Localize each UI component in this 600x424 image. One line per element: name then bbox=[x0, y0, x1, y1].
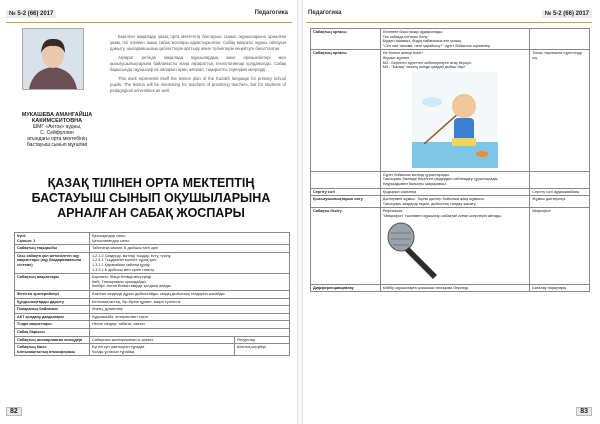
intro-paragraph: Берілген мақалада қазақ орта мектептің бастауыш сынып оқушыларына арналған қазақ тілі пәнінен ашық сабақ жоспары қарастырылған. Сабақ мақсаты оқушы ойлауын дамыту, шығармашылық қабілеттерін арттыру және түсініктерін кеңейтуге бағытталған. bbox=[110, 34, 286, 51]
section-title: Педагогика bbox=[308, 10, 342, 16]
row-label: Сабақтың тақырыбы bbox=[15, 245, 90, 253]
cell-text: Сабақты бекіту bbox=[313, 209, 342, 214]
left-header bbox=[6, 10, 292, 23]
stage-activity bbox=[380, 171, 529, 188]
issue-badge: № 5-2 (66) 2017 bbox=[542, 10, 592, 18]
table-row bbox=[15, 252, 290, 273]
cell-text: Сергіту сәті аудиожазбасы bbox=[532, 189, 580, 194]
lesson-plan-table bbox=[14, 232, 290, 356]
stage-resources bbox=[530, 188, 590, 196]
table-row bbox=[15, 321, 290, 329]
left-page bbox=[6, 6, 292, 418]
row-value: Табиғатқа саяхат. Б дыбысы мен әрпі bbox=[90, 245, 290, 253]
author-line: ШМГ «Анток» аудны, bbox=[32, 124, 82, 130]
row-value: Аталған сөздерді дұрыс дыбыстайды, сөздің дыбыстық талдауын жасайды. bbox=[90, 290, 290, 298]
stage-resources bbox=[530, 196, 590, 208]
cell-text: Рефлексия "Микрофон" тәсілімен оқушылар сабақтан алған әсерлерін айтады. bbox=[382, 209, 502, 218]
table-row bbox=[15, 290, 290, 298]
row-label: Сабақтың басы Ынтымақтастық атмосферасы bbox=[15, 344, 90, 356]
table-row bbox=[311, 188, 590, 196]
row-label: Пәнаралық байланыс bbox=[15, 306, 90, 314]
author-line: С. Сейфуллин bbox=[40, 130, 74, 136]
table-row bbox=[15, 245, 290, 253]
cell-text: Дәптермен жұмыс. Торлы дәптер бойынша жазу жұмысы. Тапсырма: көздерді тауып, дыбыстық талдау жасату. bbox=[382, 197, 485, 206]
stage-label bbox=[311, 29, 381, 50]
table-row bbox=[15, 344, 290, 356]
cell-text: Жұмыс дәптерлері bbox=[532, 197, 566, 202]
page-number: 82 bbox=[6, 407, 22, 416]
row-value: Өзінің, дүниетану bbox=[90, 306, 290, 314]
cell-text: Топыс тақтасына суреттерді ілу. bbox=[532, 51, 582, 60]
table-row bbox=[311, 50, 590, 171]
row-label: Сабақтың жоспарланған кезеңдері bbox=[15, 336, 90, 344]
table-row bbox=[15, 306, 290, 314]
cell-text: Қызығушылықтарын ояту bbox=[313, 197, 363, 202]
stage-activity bbox=[380, 284, 529, 292]
stage-activity bbox=[380, 50, 529, 171]
row-label: АКТ қолдану дағдылары bbox=[15, 313, 90, 321]
row-label: Сабақтың мақсаттары bbox=[15, 274, 90, 291]
issue-badge: № 5-2 (66) 2017 bbox=[6, 10, 56, 18]
stage-label bbox=[311, 196, 381, 208]
stage-resources bbox=[530, 208, 590, 284]
row-label: Сабақ барысы bbox=[15, 328, 90, 336]
lesson-plan-table-continued bbox=[310, 28, 590, 292]
row-label: Тілдік мақсаттары bbox=[15, 321, 90, 329]
table-row bbox=[15, 313, 290, 321]
stage-label bbox=[311, 208, 381, 284]
row-value: Ынтымақтастық, бір-біріне құрмет, өзара түсіністік. bbox=[90, 298, 290, 306]
table-row bbox=[15, 274, 290, 291]
portrait-image bbox=[23, 29, 83, 89]
row-value: Негізгі сөздер: табиғат, саяхат bbox=[90, 321, 290, 329]
row-value: Бүгінгі күн шаттықтан тұрады! Қолды ұстасып тұрайық. bbox=[90, 344, 235, 356]
row-label: Осы сабақта қол жеткізілетін оқу мақсаттары (оқу бағдарламасына сілтеме) bbox=[15, 252, 90, 273]
cell-text: Дифференциациялау bbox=[313, 285, 354, 290]
stage-resources bbox=[530, 284, 590, 292]
cell-text: Сергіту сәті bbox=[313, 189, 336, 194]
row-label: Күні: Сынып: 1 bbox=[15, 233, 90, 245]
row-value bbox=[90, 328, 290, 336]
resources-value: Шаттық шеңбері bbox=[235, 344, 290, 356]
table-row bbox=[311, 196, 590, 208]
table-row bbox=[311, 171, 590, 188]
intro-paragraph-english: This work represents itself the lesson plan of the Kazakh language for primary school pupils. The lesson will be interesting for teachers of practicing teachers, but for students of pedagogical universities as well. bbox=[110, 76, 286, 93]
right-page bbox=[306, 6, 592, 418]
row-value: Қатысқандар саны: Қатыспағандар саны: bbox=[90, 233, 290, 245]
microphone-image bbox=[383, 219, 443, 283]
cell-text: Не болып жатыр екен? Жұмыс жұппен М2 - Берілген суреттегі кейіпкерлерге атау беріңіз. М3 - "Балық" сөзінің ішінде қандай дыбыс бар? bbox=[382, 51, 472, 70]
stage-label bbox=[311, 188, 381, 196]
stage-activity bbox=[380, 208, 529, 284]
author-line: бастауыш сынып мұғалімі bbox=[26, 142, 88, 148]
cell-text: Сабақтың ортасы bbox=[313, 51, 347, 56]
cell-text: Қыдырып саяхатқа bbox=[382, 189, 417, 194]
table-row bbox=[15, 328, 290, 336]
book-spine bbox=[297, 0, 303, 424]
row-label: Жетістік критерийлері bbox=[15, 290, 90, 298]
row-value: Аудиожазба, интерактивті тақта bbox=[90, 313, 290, 321]
author-name: МУКАШЕВА АМАНГАЙША КАКИМСЕИТОВНА bbox=[21, 112, 93, 124]
cell-text: Кейбір оқушыларға қосымша тапсырма беріледі. bbox=[382, 285, 470, 290]
stage-resources bbox=[530, 29, 590, 50]
author-line: атындағы орта мектебінің bbox=[27, 136, 87, 142]
stage-activity bbox=[380, 196, 529, 208]
cell-text: Әліппеге баса назар аударылады. Тек сабаққа ынталы болу. Бірден ашамыз, біздің сабағымыз өте қызық. "Сен сия тасыма, неге қарайсың?" сурет бойынша әңгімелеу. bbox=[382, 30, 491, 48]
table-row bbox=[311, 208, 590, 284]
page-number: 83 bbox=[576, 407, 592, 416]
section-title: Педагогика bbox=[254, 10, 288, 16]
cell-text: Микрофон bbox=[532, 209, 551, 214]
row-value: 1.2.1.2 Сөздерді, мәтінді тыңдау, есту, түсіну. 1.2.4.1 Тыңдалған мәтінге сұрақ қою. 1.3.1.1 Қарапайым сөйлем құрау. 1.3.5.1 Б дыбысы мен әрпін таныту. bbox=[90, 252, 290, 273]
stage-label bbox=[311, 171, 381, 188]
article-title: ҚАЗАҚ ТІЛІНЕН ОРТА МЕКТЕПТІҢ БАСТАУЫШ СЫНЫП ОҚУШЫЛАРЫНА АРНАЛҒАН САБАҚ ЖОСПАРЫ bbox=[31, 176, 271, 220]
cell-text: Сабақтың ортасы bbox=[313, 30, 347, 34]
row-value: Сабақтағы жоспарланған іс-әрекет bbox=[90, 336, 235, 344]
stage-activity bbox=[380, 29, 529, 50]
author-block bbox=[12, 112, 102, 148]
table-row bbox=[15, 233, 290, 245]
stage-resources bbox=[530, 171, 590, 188]
stage-resources bbox=[530, 50, 590, 171]
intro-paragraph: Ақпарат ретінде мақалада оқушылардың жеке ерекшеліктері мен қызығушылықтарына байланысты жаңа ақпараттық технологиялар қолданылды. Сабақ барысында оқушылар өз ойларын еркін жеткізіп, тақырыпты тереңірек меңгерді. bbox=[110, 55, 286, 72]
cell-text: Бағалау парақтары bbox=[532, 285, 567, 290]
intro-text bbox=[110, 34, 286, 97]
stage-label bbox=[311, 284, 381, 292]
table-row bbox=[15, 298, 290, 306]
table-row bbox=[15, 336, 290, 344]
right-header bbox=[306, 10, 592, 23]
stage-label bbox=[311, 50, 381, 171]
author-photo bbox=[22, 28, 84, 90]
cartoon-fishing-boy-image bbox=[412, 72, 498, 168]
row-value: Барлығы: Жаңа білімді меңгереді. Көбі: Тапсырманы орындайды. Кейбірі: Алған білімін өмірде қолдана алады. bbox=[90, 274, 290, 291]
row-label: Құндылықтарды дарыту bbox=[15, 298, 90, 306]
stage-activity bbox=[380, 188, 529, 196]
table-row bbox=[311, 29, 590, 50]
resources-header: Ресурстар bbox=[235, 336, 290, 344]
cell-text: Сурет бойынша мәтінді құрастырады. Тапсырма: бөлімде берілген сөздерден сөйлемдер құрастырады. Наурыздымен балықты шақырамыз. bbox=[382, 172, 499, 186]
table-row bbox=[311, 284, 590, 292]
